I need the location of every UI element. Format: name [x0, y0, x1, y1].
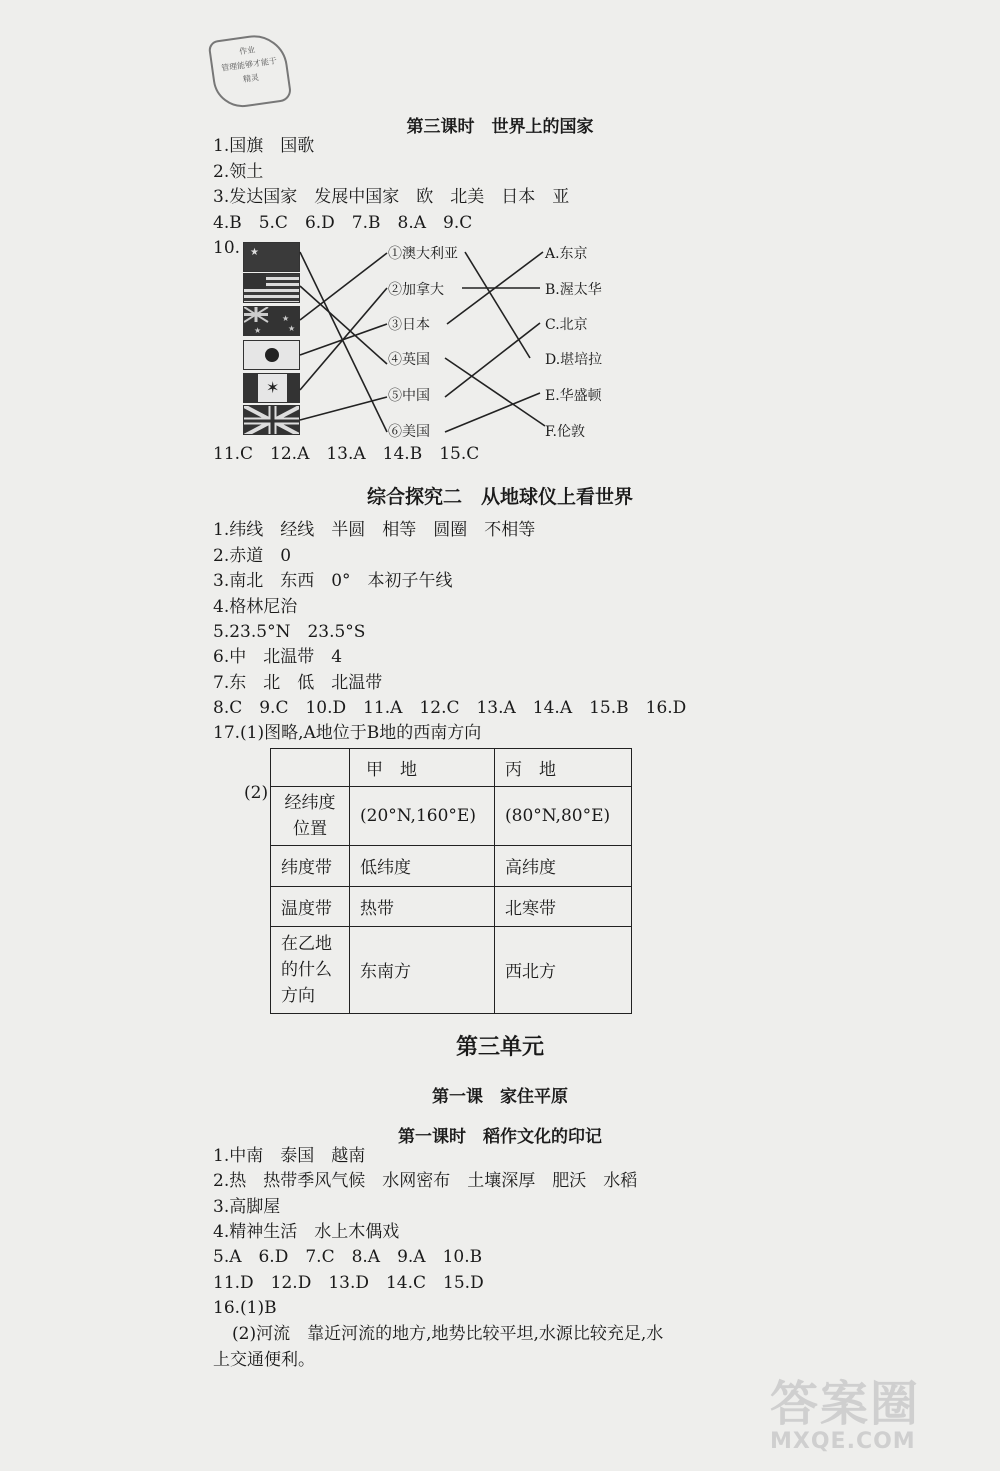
capital-label: F.伦敦	[545, 424, 585, 440]
capital-label: D.堪培拉	[545, 352, 603, 368]
answer-line: 7.东 北 低 北温带	[213, 673, 383, 693]
stamp-line: 精灵	[242, 72, 260, 84]
table-cell: 低纬度	[350, 846, 495, 886]
question-number: 10.	[213, 238, 241, 258]
capital-label: B.渥太华	[545, 282, 602, 298]
country-label: ⑤中国	[388, 388, 430, 404]
section-title: 第三课时 世界上的国家	[406, 117, 594, 137]
table-row	[271, 886, 632, 926]
answer-line: 4.B 5.C 6.D 7.B 8.A 9.C	[213, 213, 473, 233]
answer-line: 8.C 9.C 10.D 11.A 12.C 13.A 14.A 15.B 16.D	[213, 698, 687, 718]
table-cell: 热带	[350, 886, 495, 926]
answer-line: 17.(1)图略,A地位于B地的西南方向	[213, 723, 482, 743]
country-label: ④英国	[388, 352, 430, 368]
watermark-url: MXQE.COM	[770, 1429, 916, 1454]
question-part: (2)	[244, 783, 269, 803]
answer-line: 1.中南 泰国 越南	[213, 1146, 366, 1166]
canada-flag-icon: ✶	[243, 373, 300, 403]
table-row-label: 温度带	[271, 886, 350, 926]
answer-line: 4.格林尼治	[213, 597, 298, 617]
answer-line: 11.D 12.D 13.D 14.C 15.D	[213, 1273, 484, 1293]
section-title: 综合探究二 从地球仪上看世界	[366, 486, 633, 508]
table-header-cell: 甲 地	[350, 749, 495, 787]
table-row	[271, 926, 632, 1013]
answer-line: 3.高脚屋	[213, 1197, 281, 1217]
svg-text:★: ★	[288, 324, 296, 333]
table-header-cell: 丙 地	[495, 749, 632, 787]
table-cell: 高纬度	[495, 846, 632, 886]
answer-table	[270, 748, 632, 1014]
answer-line: 1.纬线 经线 半圆 相等 圆圈 不相等	[213, 520, 536, 540]
answer-line: 3.南北 东西 0° 本初子午线	[213, 571, 453, 591]
china-flag-icon: ★	[243, 242, 300, 272]
answer-line: 2.领土	[213, 162, 264, 182]
stamp-line: 作业	[238, 45, 256, 57]
table-row	[271, 846, 632, 886]
capital-label: E.华盛顿	[545, 388, 602, 404]
table-cell: 东南方	[350, 926, 495, 1013]
answer-line: 上交通便利。	[213, 1350, 315, 1370]
capital-label: A.东京	[545, 246, 588, 262]
table-row-label: 经纬度 位置	[271, 787, 350, 846]
table-row-label: 纬度带	[271, 846, 350, 886]
answer-line: 2.赤道 0	[213, 546, 292, 566]
answer-line: 2.热 热带季风气候 水网密布 土壤深厚 肥沃 水稻	[213, 1171, 638, 1191]
svg-text:★: ★	[282, 314, 290, 323]
table-row-label: 在乙地 的什么 方向	[271, 926, 350, 1013]
country-label: ⑥美国	[388, 424, 430, 440]
answer-line: 11.C 12.A 13.A 14.B 15.C	[213, 444, 480, 464]
table-row	[271, 787, 632, 846]
table-header-row	[271, 749, 632, 787]
site-watermark-logo	[770, 1378, 980, 1463]
table-cell	[271, 749, 350, 787]
answer-line: 5.A 6.D 7.C 8.A 9.A 10.B	[213, 1247, 483, 1267]
answer-line: 3.发达国家 发展中国家 欧 北美 日本 亚	[213, 187, 570, 207]
table-cell: 西北方	[495, 926, 632, 1013]
answer-line: 6.中 北温带 4	[213, 647, 343, 667]
answer-line: (2)河流 靠近河流的地方,地势比较平坦,水源比较充足,水	[232, 1324, 664, 1344]
answer-line: 16.(1)B	[213, 1298, 277, 1318]
answer-line: 4.精神生活 水上木偶戏	[213, 1222, 400, 1242]
table-cell: 北寒带	[495, 886, 632, 926]
answer-line: 1.国旗 国歌	[213, 136, 315, 156]
stamp-line: 管理能够才能于	[220, 56, 278, 73]
svg-text:★: ★	[254, 326, 262, 335]
country-label: ②加拿大	[388, 282, 444, 298]
country-label: ①澳大利亚	[388, 246, 458, 262]
unit-title: 第三单元	[455, 1035, 544, 1060]
country-label: ③日本	[388, 317, 430, 333]
watermark-text: 答案圈	[770, 1376, 921, 1432]
capital-label: C.北京	[545, 317, 588, 333]
answer-line: 5.23.5°N 23.5°S	[213, 622, 366, 642]
section-title: 第一课时 稻作文化的印记	[398, 1127, 602, 1147]
lesson-title: 第一课 家住平原	[432, 1087, 568, 1107]
table-cell: (20°N,160°E)	[350, 787, 495, 846]
table-cell: (80°N,80°E)	[495, 787, 632, 846]
